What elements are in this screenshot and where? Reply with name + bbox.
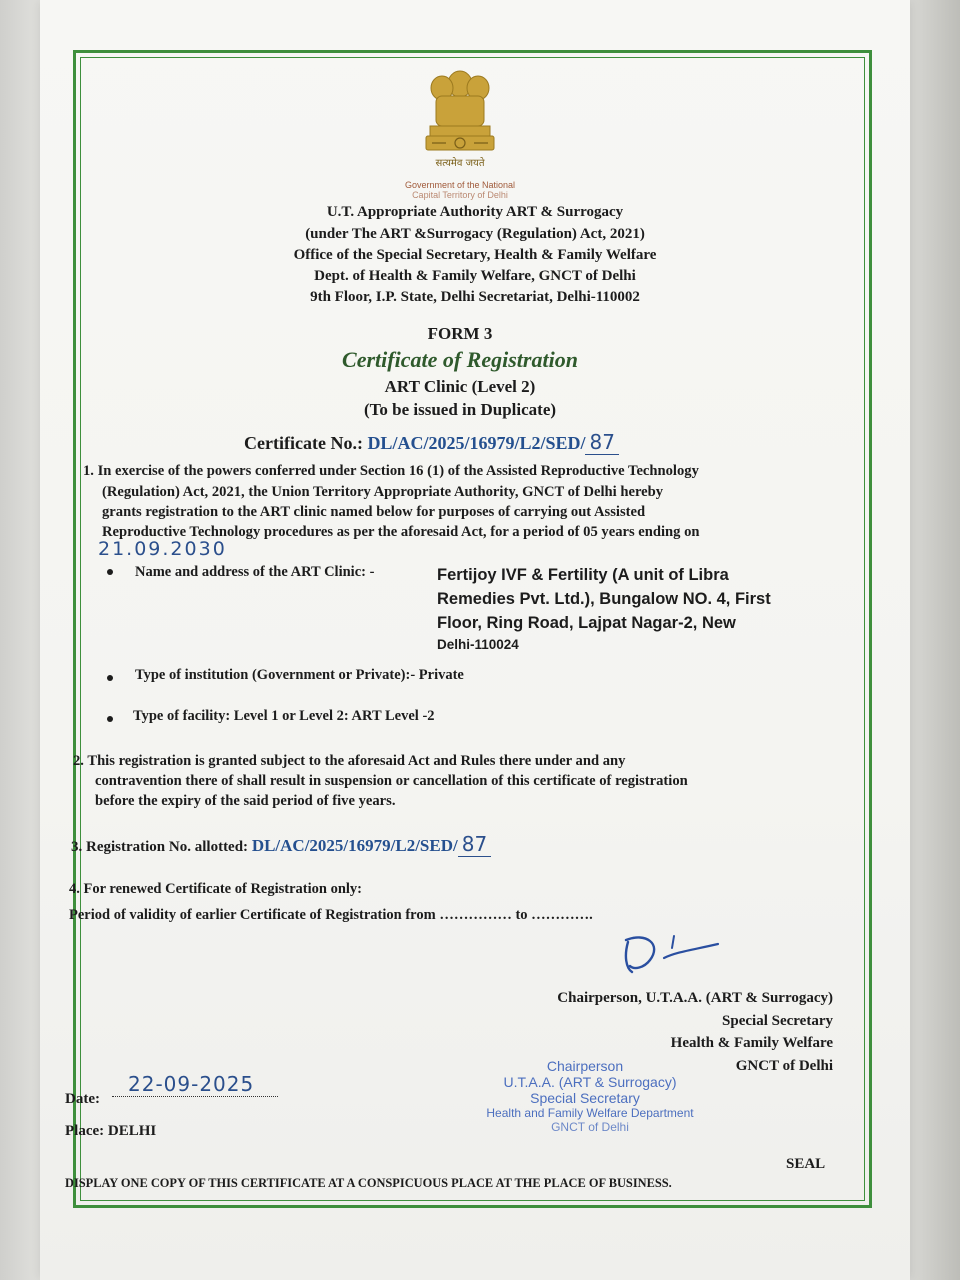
para1-line-1: 1. In exercise of the powers conferred under Section 16 (1) of the Assisted Reproductive Technology [83, 463, 699, 479]
signatory-line-1: Chairperson, U.T.A.A. (ART & Surrogacy) [557, 990, 833, 1006]
stamp-line-2: U.T.A.A. (ART & Surrogacy) [503, 1074, 677, 1090]
para1-handwritten-date: 21.09.2030 [98, 538, 227, 560]
renewal-period [69, 907, 593, 924]
clinic-label: Name and address of the ART Clinic: - [135, 564, 375, 580]
certificate-number-value: DL/AC/2025/16979/L2/SED/ [367, 433, 586, 453]
renewal-from-dots: …………… [439, 907, 512, 923]
seal-label: SEAL [786, 1156, 826, 1172]
para2-line-1: 2. This registration is granted subject to the aforesaid Act and Rules there under and any [73, 753, 626, 769]
certificate-sheet [40, 0, 910, 1280]
footer-display-note: DISPLAY ONE COPY OF THIS CERTIFICATE AT A CONSPICUOUS PLACE AT THE PLACE OF BUSINESS. [65, 1176, 672, 1190]
renewal-to-dots: …………. [531, 907, 593, 923]
gov-line-2: Capital Territory of Delhi [412, 190, 508, 200]
bullet-dot [107, 569, 113, 575]
place-text: Place: DELHI [65, 1123, 157, 1139]
background-shadow [908, 0, 960, 1280]
clinic-name-line-1: Fertijoy IVF & Fertility (A unit of Libra [437, 566, 729, 584]
signatory-line-2: Special Secretary [722, 1013, 833, 1029]
signatory-line-3: Health & Family Welfare [670, 1035, 833, 1051]
header-line-2: (under The ART &Surrogacy (Regulation) Act, 2021) [305, 226, 645, 242]
date-handwritten: 22-09-2025 [112, 1072, 278, 1097]
header-line-1: U.T. Appropriate Authority ART & Surrogacy [326, 204, 624, 220]
registration-number-value: DL/AC/2025/16979/L2/SED/ [251, 836, 458, 855]
clinic-address-line-3: Floor, Ring Road, Lajpat Nagar-2, New [437, 614, 736, 632]
emblem-motto: सत्यमेव जयते [435, 158, 485, 169]
facility-type: Type of facility: Level 1 or Level 2: ART Level -2 [133, 708, 435, 724]
stamp-line-1: Chairperson [546, 1058, 624, 1074]
clinic-address-line-4: Delhi-110024 [437, 637, 519, 652]
stamp-line-3: Special Secretary [530, 1090, 640, 1106]
institution-type: Type of institution (Government or Private):- Private [135, 667, 464, 683]
certificate-number-handwritten: 87 [585, 430, 618, 455]
certificate-number-label: Certificate No.: [244, 433, 363, 453]
para2-line-2: contravention there of shall result in suspension or cancellation of this certificate of registration [95, 773, 688, 789]
header-line-3: Office of the Special Secretary, Health & Family Welfare [293, 247, 657, 263]
clinic-level: ART Clinic (Level 2) [384, 377, 536, 396]
form-number: FORM 3 [427, 324, 493, 343]
header-line-5: 9th Floor, I.P. State, Delhi Secretariat, Delhi-110002 [310, 289, 640, 305]
gov-line-1: Government of the National [404, 180, 516, 190]
stamp-line-5: GNCT of Delhi [551, 1120, 629, 1134]
registration-number-handwritten: 87 [458, 832, 491, 857]
stamp-line-4: Health and Family Welfare Department [486, 1106, 694, 1120]
renewal-period-label: Period of validity of earlier Certificate of Registration from [69, 907, 436, 923]
header-line-4: Dept. of Health & Family Welfare, GNCT of Delhi [314, 268, 636, 284]
clinic-address-line-2: Remedies Pvt. Ltd.), Bungalow NO. 4, First [437, 590, 771, 608]
bullet-dot [107, 716, 113, 722]
renewal-to-label: to [515, 907, 528, 923]
signatory-line-4: GNCT of Delhi [735, 1058, 833, 1074]
para1-line-3: grants registration to the ART clinic named below for purposes of carrying out Assisted [102, 504, 646, 520]
para2-line-3: before the expiry of the said period of five years. [95, 793, 396, 809]
official-stamp [480, 1058, 700, 1134]
duplicate-note: (To be issued in Duplicate) [363, 400, 557, 419]
date-label: Date: [65, 1091, 100, 1107]
renewal-title: 4. For renewed Certificate of Registration only: [69, 881, 363, 897]
registration-number [71, 832, 491, 856]
signature-icon [620, 928, 730, 978]
para1-line-2: (Regulation) Act, 2021, the Union Territory Appropriate Authority, GNCT of Delhi hereby [102, 484, 664, 500]
certificate-number [244, 430, 619, 454]
national-emblem-icon [412, 62, 508, 172]
bullet-dot [107, 675, 113, 681]
certificate-title: Certificate of Registration [342, 347, 578, 372]
registration-number-label: 3. Registration No. allotted: [71, 839, 249, 855]
para1-line-4: Reproductive Technology procedures as per the aforesaid Act, for a period of 05 years ending on [102, 524, 700, 540]
